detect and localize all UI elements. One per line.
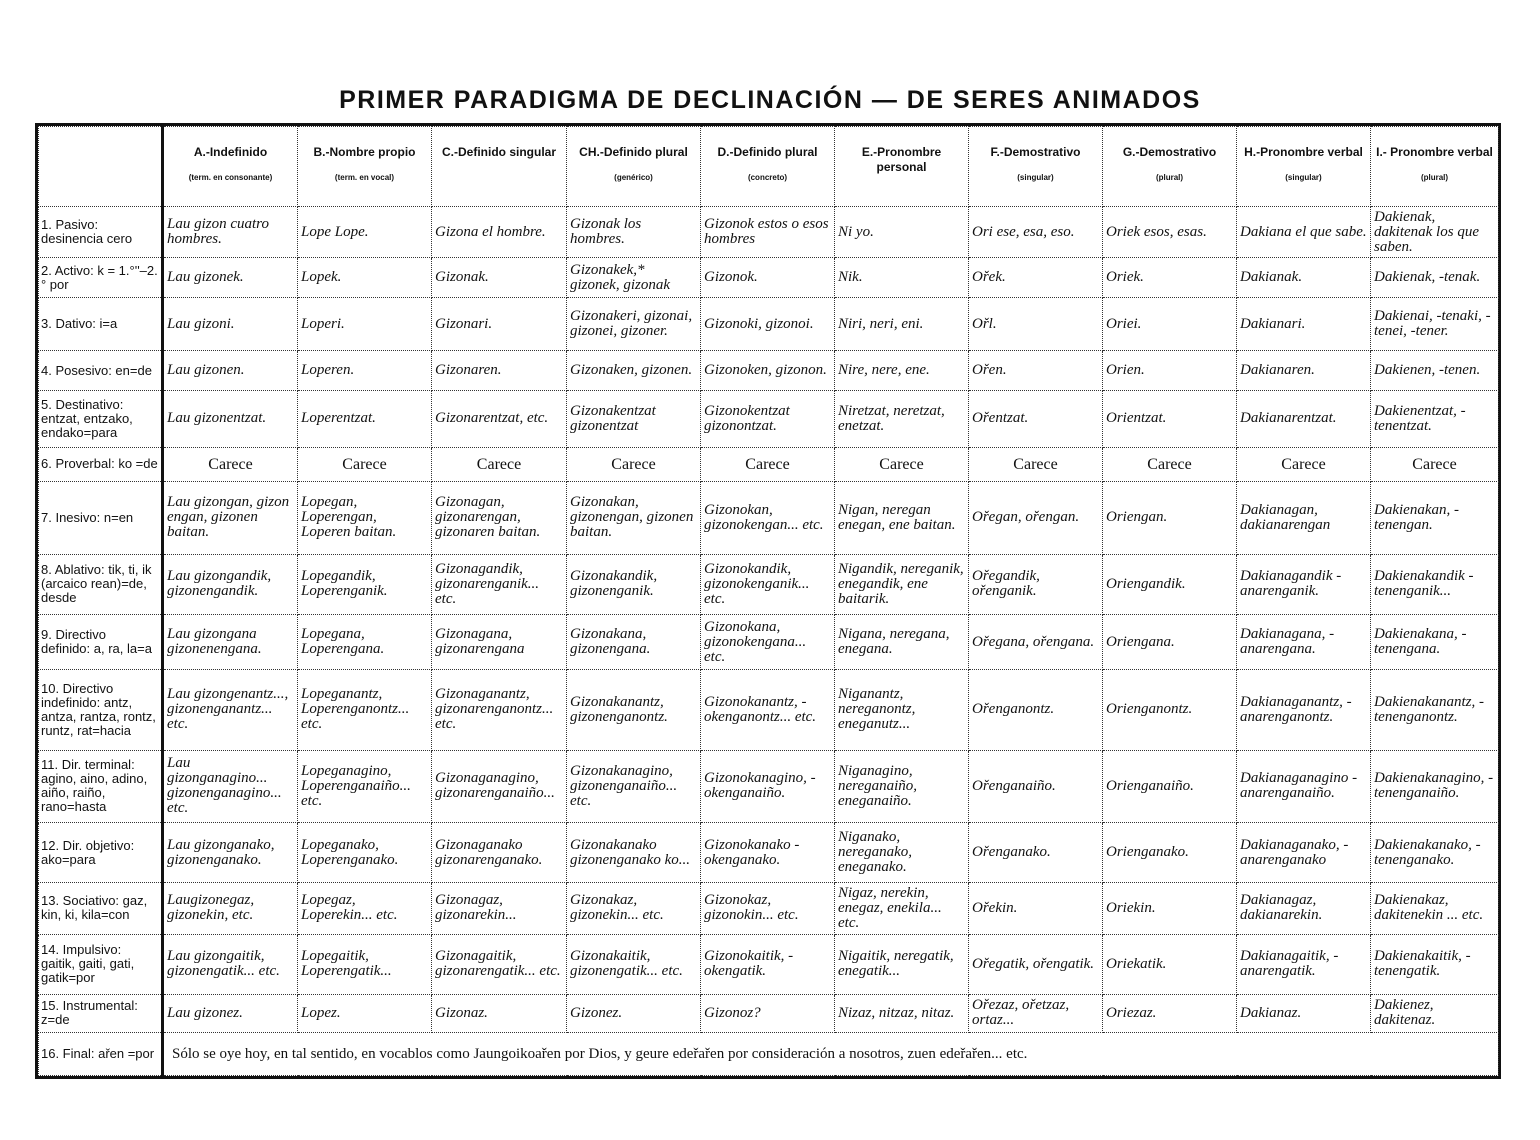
corner-cell xyxy=(39,127,163,207)
form-cell: Lau gizon cuatro hombres. xyxy=(163,207,298,258)
form-cell: Gizonagaitik, gizonarengatik... etc. xyxy=(432,934,567,994)
form-cell: Gizonakanagino, gizonenganaiño... etc. xyxy=(567,750,701,823)
form-cell: Dakianagana, -anarengana. xyxy=(1237,614,1371,670)
form-cell: Gizona el hombre. xyxy=(432,207,567,258)
form-cell: Nigaz, nerekin, enegaz, enekila... etc. xyxy=(835,883,969,934)
case-label: 16. Final: ařen =por xyxy=(39,1033,163,1076)
column-label: F.-Demostrativo xyxy=(990,145,1081,159)
form-cell: Gizonagandik, gizonarenganik... etc. xyxy=(432,554,567,614)
form-cell: Lau gizonganako, gizonenganako. xyxy=(163,823,298,883)
form-cell: Carece xyxy=(1371,447,1499,481)
form-cell: Dakienakaz, dakitenekin ... etc. xyxy=(1371,883,1499,934)
form-cell: Orien. xyxy=(1103,351,1237,391)
form-cell: Ori ese, esa, eso. xyxy=(969,207,1103,258)
form-cell: Gizonaganantz, gizonarenganontz... etc. xyxy=(432,670,567,750)
column-label: C.-Definido singular xyxy=(442,145,556,159)
form-cell: Orienganaiño. xyxy=(1103,750,1237,823)
form-cell: Lau gizonen. xyxy=(163,351,298,391)
form-cell: Carece xyxy=(432,447,567,481)
form-cell: Dakienai, -tenaki, -tenei, -tener. xyxy=(1371,297,1499,351)
column-label: I.- Pronombre verbal xyxy=(1376,145,1493,159)
form-cell: Lopegana, Loperengana. xyxy=(298,614,432,670)
form-cell: Lopeganantz, Loperenganontz... etc. xyxy=(298,670,432,750)
form-cell: Niganagino, nereganaiño, eneganaiño. xyxy=(835,750,969,823)
form-cell: Ořegana, ořengana. xyxy=(969,614,1103,670)
form-cell: Ni yo. xyxy=(835,207,969,258)
column-label: A.-Indefinido xyxy=(193,145,268,159)
form-cell: Dakienakanantz, -tenenganontz. xyxy=(1371,670,1499,750)
form-cell: Gizonok estos o esos hombres xyxy=(701,207,835,258)
column-sublabel: (term. en consonante) xyxy=(188,173,273,182)
form-cell: Niganako, nereganako, eneganako. xyxy=(835,823,969,883)
form-cell: Gizonakentzat gizonentzat xyxy=(567,391,701,448)
form-cell: Lau gizoni. xyxy=(163,297,298,351)
form-cell: Gizonokaz, gizonokin... etc. xyxy=(701,883,835,934)
form-cell: Nik. xyxy=(835,258,969,298)
form-cell: Lopeganagino, Loperenganaiño... etc. xyxy=(298,750,432,823)
form-cell: Lopek. xyxy=(298,258,432,298)
form-cell: Dakianak. xyxy=(1237,258,1371,298)
form-cell: Gizonakanako gizonenganako ko... xyxy=(567,823,701,883)
form-cell: Dakianarentzat. xyxy=(1237,391,1371,448)
column-sublabel: (plural) xyxy=(1420,173,1449,182)
table-row xyxy=(39,351,1499,391)
form-cell: Gizonarentzat, etc. xyxy=(432,391,567,448)
form-cell: Dakianaz. xyxy=(1237,994,1371,1033)
form-cell: Carece xyxy=(835,447,969,481)
form-cell: Lau gizongan, gizon engan, gizonen baitan. xyxy=(163,482,298,555)
case-label: 4. Posesivo: en=de xyxy=(39,351,163,391)
column-sublabel: (singular) xyxy=(1017,173,1054,182)
form-cell: Gizonok. xyxy=(701,258,835,298)
form-cell: Gizonak. xyxy=(432,258,567,298)
form-cell: Lopeganako, Loperenganako. xyxy=(298,823,432,883)
form-cell: Gizonakaitik, gizonengatik... etc. xyxy=(567,934,701,994)
form-cell: Dakienez, dakitenaz. xyxy=(1371,994,1499,1033)
form-cell: Lau gizonek. xyxy=(163,258,298,298)
form-cell: Dakienakandik -tenenganik... xyxy=(1371,554,1499,614)
form-cell: Ořegan, ořengan. xyxy=(969,482,1103,555)
form-cell: Gizonokana, gizonokengana... etc. xyxy=(701,614,835,670)
form-cell: Lopegaitik, Loperengatik... xyxy=(298,934,432,994)
form-cell: Ořenganako. xyxy=(969,823,1103,883)
table-body xyxy=(39,207,1499,1076)
case-label: 5. Destinativo: entzat, entzako, endako=para xyxy=(39,391,163,448)
form-cell: Dakienakanako, -tenenganako. xyxy=(1371,823,1499,883)
form-cell: Carece xyxy=(969,447,1103,481)
form-cell: Gizonakek,* gizonek, gizonak xyxy=(567,258,701,298)
form-cell: Lopegandik, Loperenganik. xyxy=(298,554,432,614)
form-cell: Gizonakana, gizonengana. xyxy=(567,614,701,670)
form-cell: Lope Lope. xyxy=(298,207,432,258)
form-cell: Dakianaganagino -anarenganaiño. xyxy=(1237,750,1371,823)
case-label: 6. Proverbal: ko =de xyxy=(39,447,163,481)
form-cell: Gizonakan, gizonengan, gizonen baitan. xyxy=(567,482,701,555)
form-cell: Lau gizonez. xyxy=(163,994,298,1033)
form-cell: Gizonari. xyxy=(432,297,567,351)
form-cell: Dakienak, dakitenak los que saben. xyxy=(1371,207,1499,258)
column-header xyxy=(1371,127,1499,207)
column-sublabel: (singular) xyxy=(1285,173,1322,182)
form-cell: Oriezaz. xyxy=(1103,994,1237,1033)
column-header xyxy=(163,127,298,207)
form-cell: Orienganontz. xyxy=(1103,670,1237,750)
column-header xyxy=(969,127,1103,207)
case-label: 14. Impulsivo: gaitik, gaiti, gati, gatik=por xyxy=(39,934,163,994)
case-label: 13. Sociativo: gaz, kin, ki, kila=con xyxy=(39,883,163,934)
form-cell: Ořentzat. xyxy=(969,391,1103,448)
final-row-text: Sólo se oye hoy, en tal sentido, en vocablos como Jaungoikoařen por Dios, y geure edeřařen por consideración a nosotros, zuen edeřařen... etc. xyxy=(163,1033,1499,1076)
form-cell: Dakianaganantz, -anarenganontz. xyxy=(1237,670,1371,750)
form-cell: Loperen. xyxy=(298,351,432,391)
form-cell: Dakianagan, dakianarengan xyxy=(1237,482,1371,555)
form-cell: Oriei. xyxy=(1103,297,1237,351)
form-cell: Gizonaganako gizonarenganako. xyxy=(432,823,567,883)
column-label: B.-Nombre propio xyxy=(313,145,416,159)
form-cell: Ořegandik, ořenganik. xyxy=(969,554,1103,614)
form-cell: Dakienakanagino, -tenenganaiño. xyxy=(1371,750,1499,823)
form-cell: Gizonak los hombres. xyxy=(567,207,701,258)
form-cell: Gizonoken, gizonon. xyxy=(701,351,835,391)
case-label: 8. Ablativo: tik, ti, ik (arcaico rean)=de, desde xyxy=(39,554,163,614)
form-cell: Dakianagaitik, -anarengatik. xyxy=(1237,934,1371,994)
table-row xyxy=(39,447,1499,481)
form-cell: Carece xyxy=(1103,447,1237,481)
form-cell: Oriekin. xyxy=(1103,883,1237,934)
form-cell: Ořek. xyxy=(969,258,1103,298)
form-cell: Orientzat. xyxy=(1103,391,1237,448)
form-cell: Loperentzat. xyxy=(298,391,432,448)
case-label: 9. Directivo definido: a, ra, la=a xyxy=(39,614,163,670)
form-cell: Gizonokaitik, -okengatik. xyxy=(701,934,835,994)
table-row xyxy=(39,297,1499,351)
header-row xyxy=(39,127,1499,207)
form-cell: Gizonagaz, gizonarekin... xyxy=(432,883,567,934)
form-cell: Nizaz, nitzaz, nitaz. xyxy=(835,994,969,1033)
form-cell: Ořegatik, ořengatik. xyxy=(969,934,1103,994)
form-cell: Gizonokanako -okenganako. xyxy=(701,823,835,883)
form-cell: Gizonakaz, gizonekin... etc. xyxy=(567,883,701,934)
form-cell: Dakianagaz, dakianarekin. xyxy=(1237,883,1371,934)
form-cell: Dakianari. xyxy=(1237,297,1371,351)
form-cell: Orienganako. xyxy=(1103,823,1237,883)
form-cell: Nigaitik, neregatik, enegatik... xyxy=(835,934,969,994)
form-cell: Niretzat, neretzat, enetzat. xyxy=(835,391,969,448)
form-cell: Gizonez. xyxy=(567,994,701,1033)
table-row xyxy=(39,554,1499,614)
table-row xyxy=(39,994,1499,1033)
column-label: E.-Pronombre personal xyxy=(861,145,942,174)
form-cell: Dakiana el que sabe. xyxy=(1237,207,1371,258)
form-cell: Gizonaz. xyxy=(432,994,567,1033)
column-header xyxy=(432,127,567,207)
form-cell: Lau gizongana gizonenengana. xyxy=(163,614,298,670)
column-label: D.-Definido plural xyxy=(717,145,818,159)
column-label: CH.-Definido plural xyxy=(579,145,688,159)
table-row xyxy=(39,482,1499,555)
page-title: PRIMER PARADIGMA DE DECLINACIÓN — DE SERES ANIMADOS xyxy=(339,86,1201,114)
form-cell: Gizonoki, gizonoi. xyxy=(701,297,835,351)
column-header xyxy=(701,127,835,207)
form-cell: Gizonokentzat gizonontzat. xyxy=(701,391,835,448)
form-cell: Oriek. xyxy=(1103,258,1237,298)
table-row xyxy=(39,258,1499,298)
form-cell: Lau gizongenantz..., gizonenganantz... etc. xyxy=(163,670,298,750)
form-cell: Ořenganaiño. xyxy=(969,750,1103,823)
form-cell: Gizonagan, gizonarengan, gizonaren baitan. xyxy=(432,482,567,555)
form-cell: Dakienak, -tenak. xyxy=(1371,258,1499,298)
column-sublabel: (term. en vocal) xyxy=(334,173,395,182)
column-header xyxy=(567,127,701,207)
form-cell: Dakienakan, -tenengan. xyxy=(1371,482,1499,555)
form-cell: Loperi. xyxy=(298,297,432,351)
case-label: 7. Inesivo: n=en xyxy=(39,482,163,555)
form-cell: Lopegaz, Loperekin... etc. xyxy=(298,883,432,934)
form-cell: Niri, neri, eni. xyxy=(835,297,969,351)
form-cell: Ořenganontz. xyxy=(969,670,1103,750)
form-cell: Nire, nere, ene. xyxy=(835,351,969,391)
form-cell: Oriengandik. xyxy=(1103,554,1237,614)
table-row xyxy=(39,670,1499,750)
form-cell: Niganantz, nereganontz, eneganutz... xyxy=(835,670,969,750)
table-row xyxy=(39,934,1499,994)
form-cell: Dakienen, -tenen. xyxy=(1371,351,1499,391)
table-row-final xyxy=(39,1033,1499,1076)
column-sublabel: (concreto) xyxy=(747,173,788,182)
declension-table xyxy=(38,126,1499,1076)
form-cell: Lau gizonganagino... gizonenganagino... etc. xyxy=(163,750,298,823)
form-cell: Dakienakana, -tenengana. xyxy=(1371,614,1499,670)
form-cell: Gizonaganagino, gizonarenganaiño... xyxy=(432,750,567,823)
case-label: 11. Dir. terminal: agino, aino, adino, aiño, raiño, rano=hasta xyxy=(39,750,163,823)
form-cell: Nigana, neregana, enegana. xyxy=(835,614,969,670)
form-cell: Gizonokanantz, -okenganontz... etc. xyxy=(701,670,835,750)
form-cell: Dakienentzat, -tenentzat. xyxy=(1371,391,1499,448)
table-row xyxy=(39,750,1499,823)
form-cell: Lau gizongandik, gizonengandik. xyxy=(163,554,298,614)
form-cell: Lopez. xyxy=(298,994,432,1033)
case-label: 12. Dir. objetivo: ako=para xyxy=(39,823,163,883)
table-row xyxy=(39,614,1499,670)
form-cell: Lau gizonentzat. xyxy=(163,391,298,448)
form-cell: Dakianagandik -anarenganik. xyxy=(1237,554,1371,614)
column-header xyxy=(1103,127,1237,207)
table-row xyxy=(39,207,1499,258)
case-label: 10. Directivo indefinido: antz, antza, rantza, rontz, runtz, rat=hacia xyxy=(39,670,163,750)
form-cell: Oriek esos, esas. xyxy=(1103,207,1237,258)
form-cell: Dakienakaitik, -tenengatik. xyxy=(1371,934,1499,994)
table-row xyxy=(39,391,1499,448)
form-cell: Ořen. xyxy=(969,351,1103,391)
form-cell: Dakianaganako, -anarenganako xyxy=(1237,823,1371,883)
form-cell: Carece xyxy=(163,447,298,481)
form-cell: Gizonakandik, gizonenganik. xyxy=(567,554,701,614)
form-cell: Dakianaren. xyxy=(1237,351,1371,391)
form-cell: Carece xyxy=(701,447,835,481)
form-cell: Lau gizongaitik, gizonengatik... etc. xyxy=(163,934,298,994)
table-row xyxy=(39,883,1499,934)
form-cell: Carece xyxy=(567,447,701,481)
form-cell: Ořezaz, ořetzaz, ortaz... xyxy=(969,994,1103,1033)
case-label: 1. Pasivo: desinencia cero xyxy=(39,207,163,258)
column-label: H.-Pronombre verbal xyxy=(1244,145,1363,159)
form-cell: Oriengana. xyxy=(1103,614,1237,670)
form-cell: Nigandik, nereganik, enegandik, ene baitarik. xyxy=(835,554,969,614)
column-header xyxy=(298,127,432,207)
form-cell: Gizonokan, gizonokengan... etc. xyxy=(701,482,835,555)
form-cell: Ořekin. xyxy=(969,883,1103,934)
table-row xyxy=(39,823,1499,883)
form-cell: Gizonokandik, gizonokenganik... etc. xyxy=(701,554,835,614)
column-sublabel: (plural) xyxy=(1155,173,1184,182)
form-cell: Carece xyxy=(1237,447,1371,481)
form-cell: Gizonakeri, gizonai, gizonei, gizoner. xyxy=(567,297,701,351)
form-cell: Carece xyxy=(298,447,432,481)
column-sublabel: (genérico) xyxy=(614,173,653,182)
form-cell: Nigan, neregan enegan, ene baitan. xyxy=(835,482,969,555)
column-header xyxy=(835,127,969,207)
form-cell: Ořl. xyxy=(969,297,1103,351)
form-cell: Gizonagana, gizonarengana xyxy=(432,614,567,670)
form-cell: Gizonoz? xyxy=(701,994,835,1033)
column-header xyxy=(1237,127,1371,207)
form-cell: Gizonaken, gizonen. xyxy=(567,351,701,391)
form-cell: Gizonakanantz, gizonenganontz. xyxy=(567,670,701,750)
form-cell: Gizonaren. xyxy=(432,351,567,391)
case-label: 15. Instrumental: z=de xyxy=(39,994,163,1033)
form-cell: Oriekatik. xyxy=(1103,934,1237,994)
column-label: G.-Demostrativo xyxy=(1122,145,1217,159)
form-cell: Gizonokanagino, -okenganaiño. xyxy=(701,750,835,823)
form-cell: Lopegan, Loperengan, Loperen baitan. xyxy=(298,482,432,555)
form-cell: Oriengan. xyxy=(1103,482,1237,555)
case-label: 3. Dativo: i=a xyxy=(39,297,163,351)
form-cell: Laugizonegaz, gizonekin, etc. xyxy=(163,883,298,934)
case-label: 2. Activo: k = 1.°''–2.° por xyxy=(39,258,163,298)
